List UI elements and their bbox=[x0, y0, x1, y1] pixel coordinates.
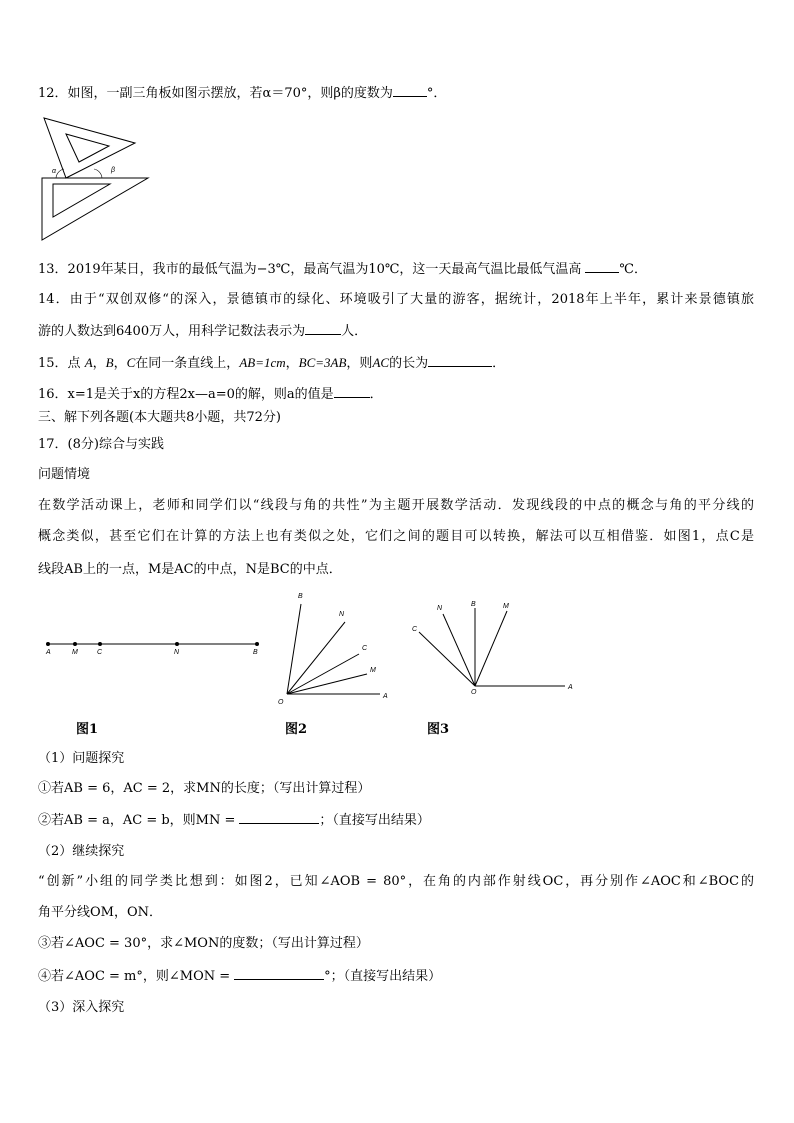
fig1-label-c: C bbox=[97, 649, 103, 656]
q16-text: 16．x=1是关于x的方程2x—a=0的解，则a的值是 bbox=[38, 387, 334, 402]
point-a-dot bbox=[46, 642, 50, 646]
q14-text: 游的人数达到6400万人，用科学记数法表示为 bbox=[38, 324, 306, 339]
question-16 bbox=[38, 384, 383, 404]
part-2-heading: （2）继续探究 bbox=[38, 844, 125, 859]
q12-post: °． bbox=[426, 86, 447, 101]
fig1-label-a: A bbox=[46, 649, 51, 656]
ray-ob bbox=[287, 604, 301, 694]
question-15: 15．点 A，B，C在同一条直线上，AB=1cm，BC=3AB，则AC的长为 ． bbox=[38, 355, 506, 371]
ray-on bbox=[287, 622, 345, 694]
fig3-label-o: O bbox=[471, 689, 477, 696]
upper-triangle-hole bbox=[66, 134, 109, 162]
ray-oc bbox=[287, 654, 359, 694]
fig1-label-m: M bbox=[72, 649, 78, 656]
fig1-label-b: B bbox=[253, 649, 258, 656]
fig1-label-n: N bbox=[174, 649, 180, 656]
q15-mid: 在同一条直线上， bbox=[135, 356, 240, 371]
part-3-heading: （3）深入探究 bbox=[38, 1000, 125, 1015]
q15-comma: ， bbox=[285, 356, 299, 371]
q17-para2: 概念类似，甚至它们在计算的方法上也有类似之处，它们之间的题目可以转换，解法可以互相借鉴．如图1，点C是 bbox=[38, 529, 754, 544]
sub-question-4 bbox=[38, 966, 441, 986]
sub-question-4-text: ④若∠AOC = m°，则∠MON = bbox=[38, 969, 231, 984]
fig3-label-m: M bbox=[503, 603, 509, 610]
fig3-label-c: C bbox=[412, 626, 418, 633]
q15-blank[interactable] bbox=[428, 353, 492, 367]
fig3-label-a: A bbox=[568, 684, 573, 691]
q12-blank[interactable] bbox=[393, 83, 427, 97]
q13-blank[interactable] bbox=[585, 259, 619, 273]
fig3-label-n: N bbox=[437, 605, 443, 612]
sub-question-2-blank[interactable] bbox=[239, 810, 319, 824]
question-14-line2 bbox=[38, 321, 367, 341]
triangle-rulers-figure bbox=[38, 112, 153, 244]
question-13 bbox=[38, 259, 647, 279]
part-2-para-1: “创新”小组的同学类比想到：如图2，已知∠AOB = 80°，在角的内部作射线OC，再分别作∠AOC和∠BOC的 bbox=[38, 874, 754, 889]
q15-condition-2: BC=3AB bbox=[298, 355, 347, 370]
lower-triangle-ruler bbox=[42, 178, 148, 240]
figure-3-angle bbox=[405, 596, 585, 696]
point-b-dot bbox=[255, 642, 259, 646]
ray-om bbox=[287, 674, 367, 694]
sub-question-2 bbox=[38, 810, 430, 830]
q14-post: 人． bbox=[341, 324, 368, 339]
q17-subtitle: 问题情境 bbox=[38, 467, 91, 482]
point-n-dot bbox=[175, 642, 179, 646]
figure-2-angle bbox=[275, 588, 395, 708]
fig2-label-m: M bbox=[370, 667, 376, 674]
fig2-label-a: A bbox=[383, 693, 388, 700]
q16-end: ． bbox=[369, 387, 383, 402]
question-14-line1: 14．由于“双创双修“的深入，景德镇市的绿化、环境吸引了大量的游客，据统计，2018年上半年，累计来景德镇旅 bbox=[38, 292, 754, 307]
q15-post: 的长为 bbox=[389, 356, 429, 371]
fig3-label-b: B bbox=[471, 601, 476, 608]
sub-question-2-post: ；（直接写出结果） bbox=[319, 813, 430, 828]
figure-3-caption: 图3 bbox=[427, 722, 450, 737]
q13-text: 13．2019年某日，我市的最低气温为−3℃，最高气温为10℃，这一天最高气温比最低气温高 bbox=[38, 262, 582, 277]
fig2-label-n: N bbox=[339, 611, 345, 618]
part-2-para-2: 角平分线OM，ON． bbox=[38, 905, 163, 920]
ray-om bbox=[475, 611, 507, 686]
beta-label: β bbox=[111, 167, 115, 174]
q14-blank[interactable] bbox=[305, 321, 341, 335]
point-b: B bbox=[105, 355, 114, 370]
q15-pre: 15．点 bbox=[38, 356, 81, 371]
sub-question-4-post: °；（直接写出结果） bbox=[324, 969, 442, 984]
fig2-label-b: B bbox=[298, 593, 303, 600]
fig2-label-o: O bbox=[278, 699, 284, 706]
q17-para1: 在数学活动课上，老师和同学们以“线段与角的共性”为主题开展数学活动．发现线段的中点的概念与角的平分线的 bbox=[38, 498, 754, 513]
q12-text: 12．如图，一副三角板如图示摆放，若α＝70°，则β的度数为 bbox=[38, 86, 393, 101]
figure-1-segment bbox=[40, 636, 265, 656]
ray-oc bbox=[419, 632, 475, 686]
q13-unit: ℃． bbox=[619, 262, 647, 277]
sub-question-4-blank[interactable] bbox=[234, 966, 324, 980]
figure-1-caption: 图1 bbox=[76, 722, 99, 737]
point-m-dot bbox=[73, 642, 77, 646]
section-heading: 三、解下列各题(本大题共8小题，共72分) bbox=[38, 410, 281, 425]
upper-triangle-ruler bbox=[44, 118, 135, 178]
q15-condition-1: AB=1cm bbox=[239, 355, 286, 370]
point-c-dot bbox=[98, 642, 102, 646]
lower-triangle-hole bbox=[53, 184, 110, 217]
fig2-label-c: C bbox=[362, 645, 368, 652]
sub-question-2-text: ②若AB = a，AC = b，则MN = bbox=[38, 813, 236, 828]
q17-title: 17．(8分)综合与实践 bbox=[38, 437, 164, 452]
beta-arc bbox=[94, 169, 102, 178]
q16-blank[interactable] bbox=[334, 384, 370, 398]
question-12 bbox=[38, 83, 446, 103]
q15-mid2: ，则 bbox=[346, 356, 373, 371]
segment-ac: AC bbox=[372, 355, 390, 370]
ray-on bbox=[443, 614, 475, 686]
point-a: A bbox=[84, 355, 93, 370]
sub-question-1: ①若AB = 6，AC = 2，求MN的长度；（写出计算过程） bbox=[38, 781, 371, 796]
point-c: C bbox=[126, 355, 136, 370]
alpha-label: α bbox=[52, 168, 56, 175]
q15-end: ． bbox=[492, 356, 506, 371]
part-1-heading: （1）问题探究 bbox=[38, 751, 125, 766]
q17-para3: 线段AB上的一点，M是AC的中点，N是BC的中点． bbox=[38, 562, 342, 577]
sub-question-3: ③若∠AOC = 30°，求∠MON的度数；（写出计算过程） bbox=[38, 936, 369, 951]
figure-2-caption: 图2 bbox=[285, 722, 308, 737]
